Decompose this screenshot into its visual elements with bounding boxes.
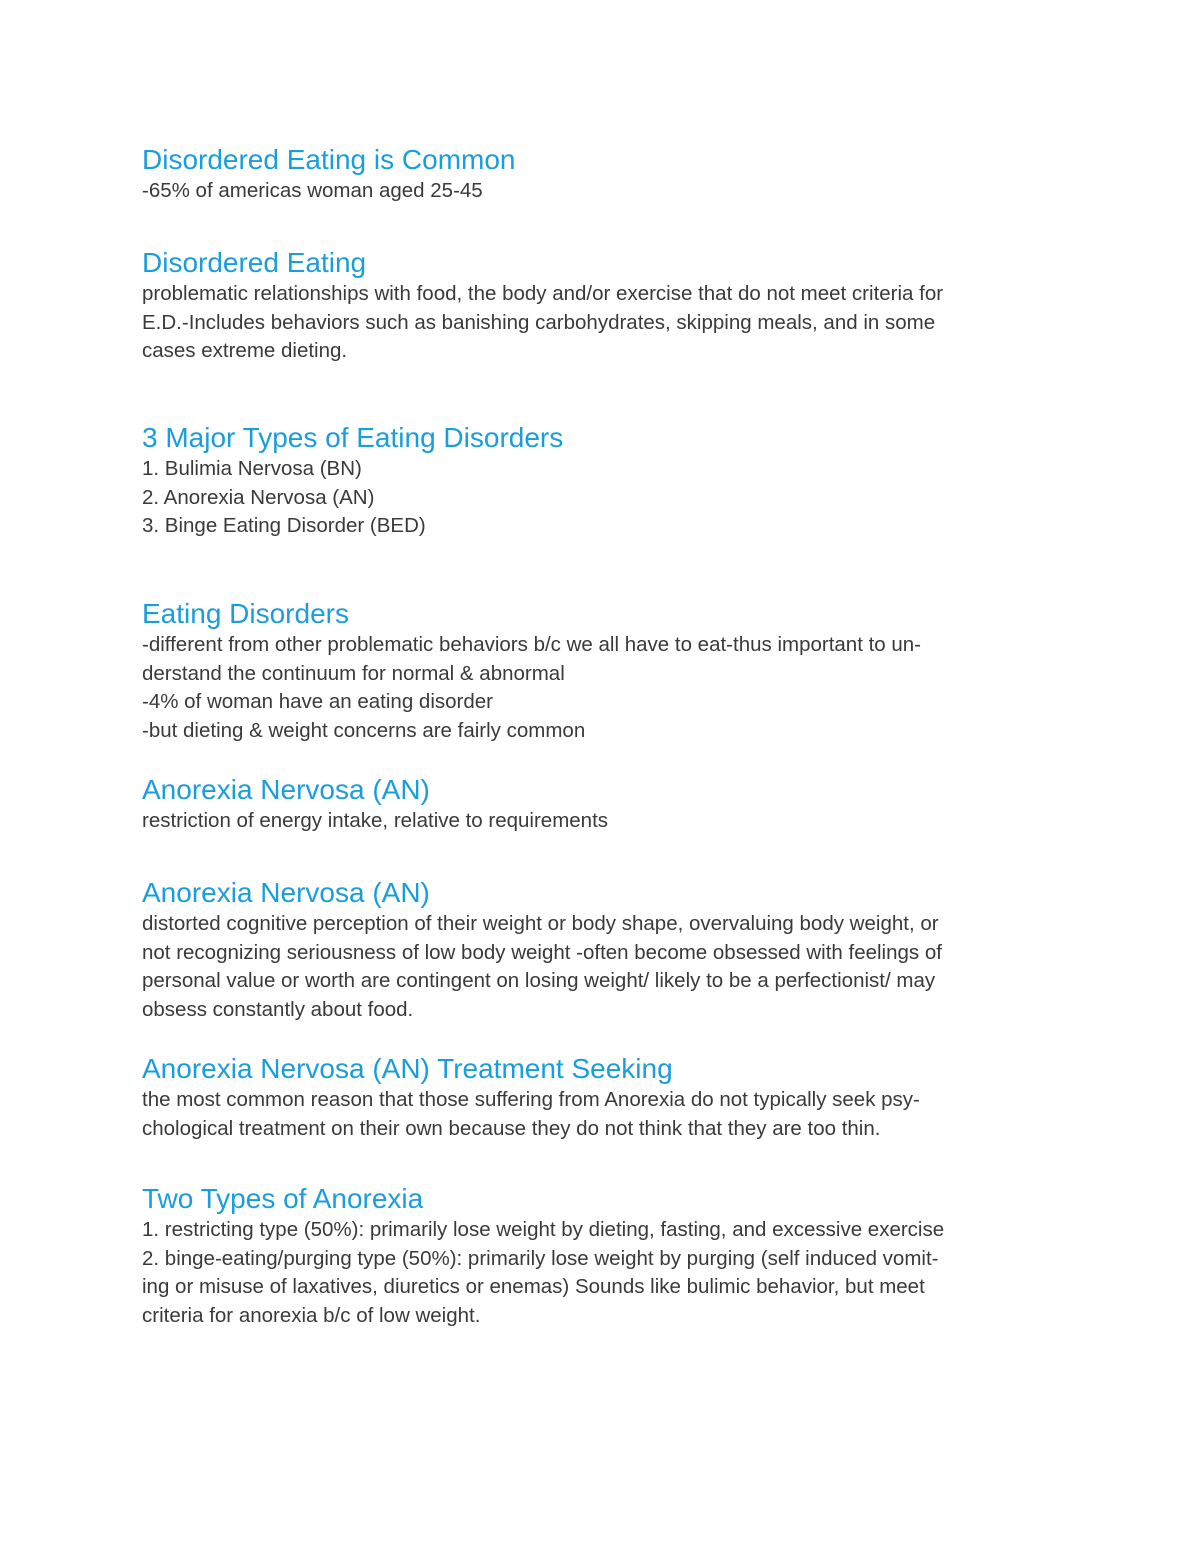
section-heading: 3 Major Types of Eating Disorders [142,422,564,453]
section-anorexia-restriction [142,773,1062,836]
section-heading: Anorexia Nervosa (AN) Treatment Seeking [142,1053,673,1084]
section-two-types-anorexia [142,1182,1062,1330]
section-heading: Eating Disorders [142,598,349,629]
section-major-types [142,421,1062,541]
section-text-line: -different from other problematic behaviors b/c we all have to eat-thus important to un- [142,633,922,656]
section-heading: Disordered Eating [142,247,367,278]
section-text-line: E.D.-Includes behaviors such as banishing carbohydrates, skipping meals, and in some [142,310,936,334]
section-text-line: cases extreme dieting. [142,339,348,362]
section-text-line: derstand the continuum for normal & abnormal [142,661,565,685]
section-text-line: 2. binge-eating/purging type (50%): primarily lose weight by purging (self induced vomit- [142,1246,939,1270]
section-heading: Anorexia Nervosa (AN) [142,877,430,908]
section-text-line: -4% of woman have an eating disorder [142,690,493,713]
section-text-line: restriction of energy intake, relative to requirements [142,809,609,832]
section-text-line: criteria for anorexia b/c of low weight. [142,1303,481,1327]
section-disordered-eating-common [142,143,1062,206]
section-text-line: 2. Anorexia Nervosa (AN) [142,485,375,509]
section-heading: Disordered Eating is Common [142,144,516,175]
section-text-line: problematic relationships with food, the body and/or exercise that do not meet criteria for [142,282,944,305]
section-text-line: 1. Bulimia Nervosa (BN) [142,457,362,480]
section-text-line: distorted cognitive perception of their weight or body shape, overvaluing body weight, or [142,912,939,935]
section-text-line: obsess constantly about food. [142,997,414,1021]
section-text-line: -but dieting & weight concerns are fairly common [142,718,586,742]
section-text-line: personal value or worth are contingent on losing weight/ likely to be a perfectionist/ may [142,969,936,992]
section-heading: Anorexia Nervosa (AN) [142,774,430,805]
section-disordered-eating [142,246,1062,366]
section-text-line: the most common reason that those suffering from Anorexia do not typically seek psy- [142,1088,920,1111]
section-anorexia-treatment-seeking [142,1052,1062,1143]
section-text-line: chological treatment on their own because they do not think that they are too thin. [142,1116,881,1140]
section-text-line: not recognizing seriousness of low body weight -often become obsessed with feelings of [142,940,942,964]
section-text-line: 1. restricting type (50%): primarily lose weight by dieting, fasting, and excessive exercise [142,1218,945,1241]
section-text-line: 3. Binge Eating Disorder (BED) [142,514,426,537]
section-text-line: -65% of americas woman aged 25-45 [142,179,483,202]
section-anorexia-perception [142,876,1062,1024]
section-heading: Two Types of Anorexia [142,1183,424,1214]
section-eating-disorders [142,597,1062,745]
section-text-line: ing or misuse of laxatives, diuretics or enemas) Sounds like bulimic behavior, but meet [142,1275,925,1298]
